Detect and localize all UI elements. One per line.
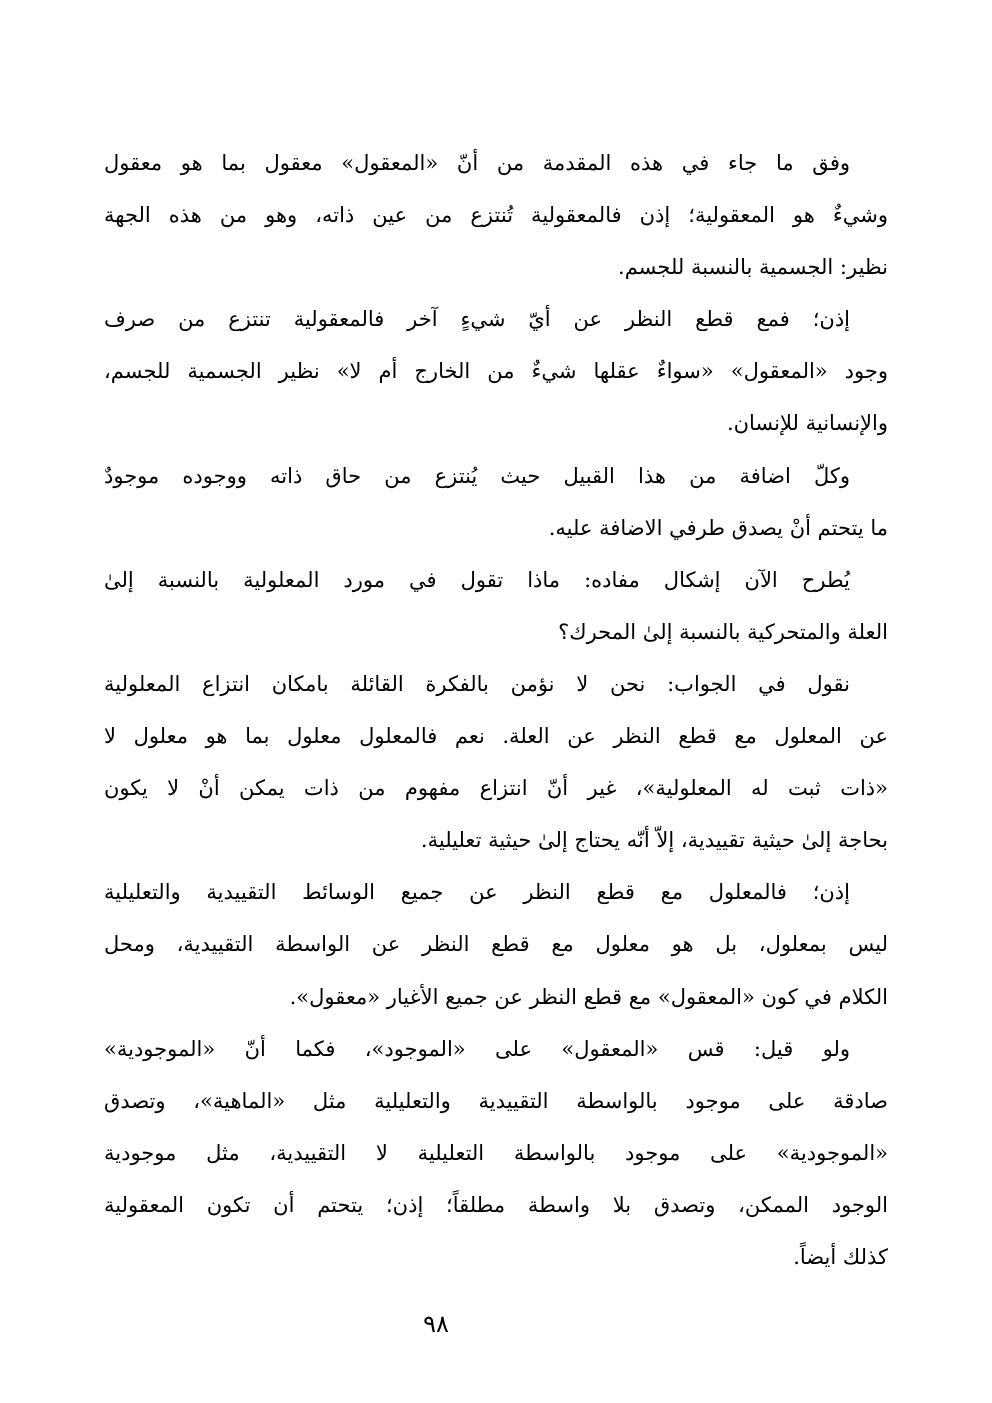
text-line: وشيءٌ هو المعقولية؛ إذن فالمعقولية تُنتزع من عين ذاته، وهو من هذه الجهة: [104, 203, 888, 228]
text-line: والإنسانية للإنسان.: [726, 411, 888, 436]
text-line: الوجود الممكن، وتصدق بلا واسطة مطلقاً؛ إذن؛ يتحتم أن تكون المعقولية: [104, 1192, 888, 1217]
text-line: ما يتحتم أنْ يصدق طرفي الاضافة عليه.: [548, 515, 888, 540]
text-line: ولو قيل: قس «المعقول» على «الموجود»، فكما أنّ «الموجودية»: [104, 1036, 850, 1061]
text-line: «ذات ثبت له المعلولية»، غير أنّ انتزاع مفهوم من ذات يمكن أنْ لا يكون: [104, 776, 888, 801]
text-line: وجود «المعقول» «سواءٌ عقلها شيءٌ من الخارج أم لا» نظير الجسمية للجسم،: [104, 359, 888, 384]
paragraph: [104, 658, 888, 866]
page-number: ٩٨: [423, 1310, 449, 1338]
text-line: «الموجودية» على موجود بالواسطة التعليلية لا التقييدية، مثل موجودية: [104, 1140, 888, 1165]
text-line: وفق ما جاء في هذه المقدمة من أنّ «المعقول» معقول بما هو معقول: [104, 151, 850, 175]
paragraph: [104, 866, 888, 1022]
text-line: العلة والمتحركية بالنسبة إلىٰ المحرك؟: [558, 619, 888, 644]
text-line: نقول في الجواب: نحن لا نؤمن بالفكرة القائلة بامكان انتزاع المعلولية: [104, 671, 850, 696]
paragraph: [104, 293, 888, 449]
text-line: يُطرح الآن إشكال مفاده: ماذا تقول في مورد المعلولية بالنسبة إلىٰ: [104, 567, 850, 592]
text-line: نظير: الجسمية بالنسبة للجسم.: [618, 255, 888, 280]
text-line: وكلّ اضافة من هذا القبيل حيث يُنتزع من حاق ذاته ووجوده موجودٌ: [104, 463, 850, 488]
body-text: [104, 137, 888, 1283]
paragraph: [104, 450, 888, 554]
text-line: صادقة على موجود بالواسطة التقييدية والتعليلية مثل «الماهية»، وتصدق: [104, 1088, 888, 1113]
text-line: إذن؛ فالمعلول مع قطع النظر عن جميع الوسائط التقييدية والتعليلية: [104, 880, 850, 905]
paragraph: [104, 554, 888, 658]
text-line: إذن؛ فمع قطع النظر عن أيّ شيءٍ آخر فالمعقولية تنتزع من صرف: [104, 307, 850, 332]
paragraph: [104, 1023, 888, 1283]
text-line: عن المعلول مع قطع النظر عن العلة. نعم فالمعلول معلول بما هو معلول لا: [104, 724, 888, 749]
text-line: كذلك أيضاً.: [793, 1244, 888, 1269]
text-line: بحاجة إلىٰ حيثية تقييدية، إلاّ أنّه يحتاج إلىٰ حيثية تعليلية.: [420, 828, 888, 853]
paragraph: [104, 137, 888, 293]
text-line: ليس بمعلول، بل هو معلول مع قطع النظر عن الواسطة التقييدية، ومحل: [104, 932, 888, 957]
text-line: الكلام في كون «المعقول» مع قطع النظر عن جميع الأغيار «معقول».: [289, 984, 888, 1009]
